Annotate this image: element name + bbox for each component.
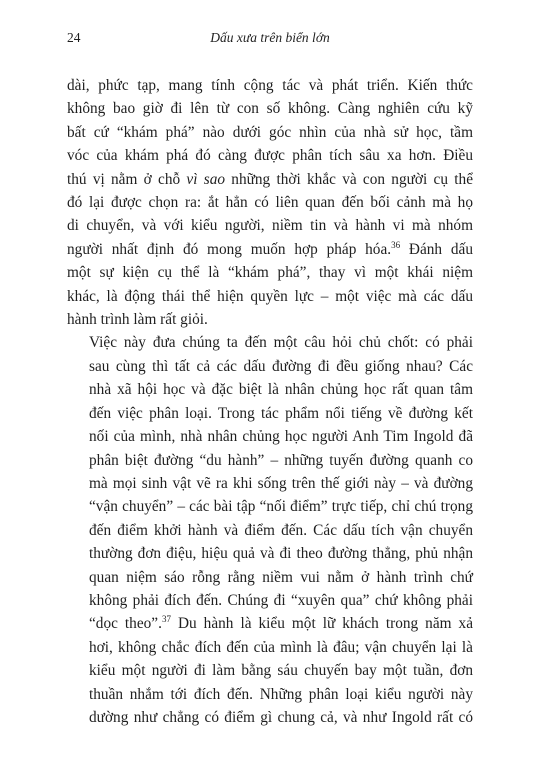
text-run: Đánh dấu: [400, 240, 473, 258]
text-run: thú vị nằm ở chỗ: [67, 170, 187, 188]
page-number: 24: [67, 30, 81, 45]
text-run: Du hành là kiểu một lữ khách trong năm xả: [170, 615, 473, 633]
text-line: [67, 168, 473, 191]
footnote-ref: 37: [161, 614, 171, 625]
text-line: nhà xã hội học và đặc biệt là nhân chủng học rất quan tâm: [89, 381, 473, 399]
body-text: [67, 74, 473, 729]
text-run: những thời khắc và con người cụ thể: [225, 170, 473, 188]
page-header: [67, 30, 473, 50]
text-line: vóc của khám phá đó càng được phân tích sâu xa hơn. Điều: [67, 147, 473, 165]
text-line: dường như chẳng có điểm gì chung cả, và như Ingold rất có: [89, 708, 473, 726]
text-line: sau cùng thì tất cả các dấu đường đi đều giống nhau? Các: [89, 357, 473, 375]
text-line: hơi, không chắc đích đến của mình là đâu; vận chuyển lại là: [89, 638, 473, 656]
text-line: [67, 238, 473, 261]
text-line: quan niệm sáo rỗng rằng niềm vui nằm ở hành trình chứ: [89, 568, 473, 586]
text-line: di chuyển, và với kiểu người, niềm tin và hành vi mà nhóm: [67, 217, 473, 235]
text-line: phân biệt đường “du hành” – những tuyến đường quanh co: [89, 451, 473, 469]
text-run: người nhất định đó mong muốn hợp pháp hóa.: [67, 240, 392, 258]
text-line: đến việc phân loại. Trong tác phẩm nổi tiếng về đường kết: [89, 404, 473, 422]
paragraph: [67, 74, 473, 331]
text-line: thường đơn điệu, hiệu quả và đi theo đường thẳng, phủ nhận: [89, 545, 473, 563]
running-title: Dấu xưa trên biển lớn: [210, 30, 330, 45]
text-line: kiểu một người đi làm bằng sáu chuyến bay một tuần, đơn: [89, 662, 473, 680]
text-line: một sự kiện cụ thể là “khám phá”, thay vì một khái niệm: [67, 264, 473, 282]
text-run: “dọc theo”.: [89, 615, 162, 633]
text-line: [67, 612, 473, 635]
text-line: không phải đích đến. Chúng đi “xuyên qua” chứ không phải: [89, 591, 473, 609]
text-line: khác, là động thái thể hiện quyền lực – một việc mà các dấu: [67, 287, 473, 305]
text-line: Việc này đưa chúng ta đến một câu hỏi chủ chốt: có phải: [89, 334, 473, 352]
text-line: “vận chuyển” – các bài tập “nối điểm” trực tiếp, chỉ chú trọng: [89, 498, 473, 516]
text-line: không bao giờ đi lên từ con số không. Càng nghiên cứu kỹ: [67, 100, 473, 118]
text-line: mà mọi sinh vật vẽ ra khi sống trên thế giới này – và đường: [89, 474, 473, 492]
paragraph: [67, 331, 473, 729]
footnote-ref: 36: [391, 239, 401, 250]
text-line: thuần nhắm tới đích đến. Những phân loại kiểu người này: [89, 685, 473, 703]
text-line: nối của mình, nhà nhân chủng học người Anh Tim Ingold đã: [89, 428, 473, 446]
text-line: hành trình làm rất giỏi.: [67, 311, 208, 329]
text-line: dài, phức tạp, mang tính cộng tác và phát triển. Kiến thức: [67, 77, 473, 94]
text-line: bất cứ “khám phá” nào dưới góc nhìn của nhà sử học, tầm: [67, 123, 473, 141]
italic-phrase: vì sao: [186, 170, 226, 188]
text-line: đến điểm khởi hành và điểm đến. Các dấu tích vận chuyển: [89, 521, 473, 539]
text-line: đó lại được chọn ra: ắt hẳn có liên quan đến bối cảnh mà họ: [67, 194, 473, 212]
